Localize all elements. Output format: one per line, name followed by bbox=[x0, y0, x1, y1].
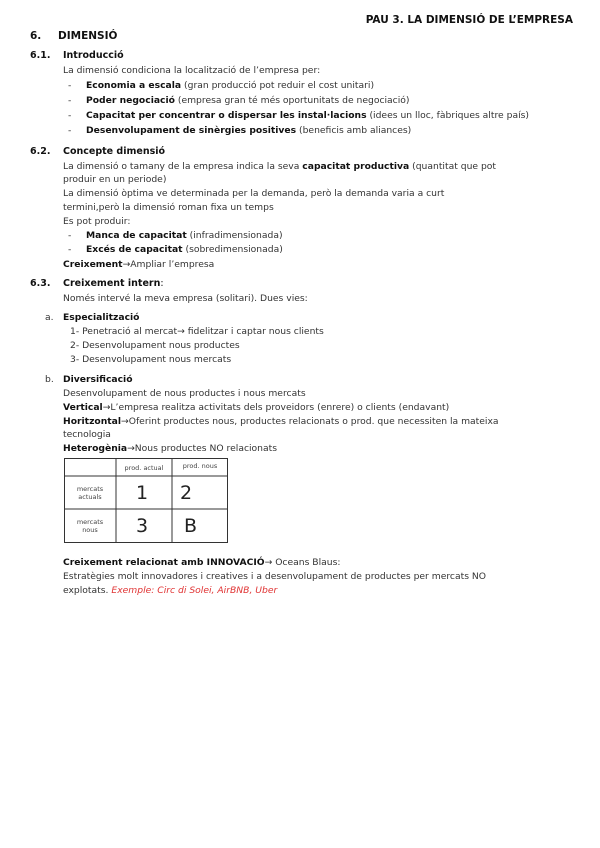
subsection-number: 6.1. bbox=[30, 50, 51, 61]
table-cell: 1 bbox=[136, 482, 149, 504]
page-header-title: PAU 3. LA DIMENSIÓ DE L’EMPRESA bbox=[365, 14, 573, 26]
paragraph: Horitzontal→Oferint productes nous, productes relacionats o prod. que necessiten la mateixa bbox=[63, 416, 499, 427]
paragraph: termini,però la dimensió roman fixa un temps bbox=[63, 202, 274, 213]
item-text: (beneficis amb aliances) bbox=[296, 125, 412, 136]
list-item: - Excés de capacitat (sobredimensionada) bbox=[68, 244, 283, 255]
item-bold: Capacitat per concentrar o dispersar les instal·lacions bbox=[86, 110, 367, 121]
item-text: (gran producció pot reduir el cost unitari) bbox=[181, 80, 375, 91]
list-marker: b. bbox=[45, 374, 54, 385]
list-item: - Capacitat per concentrar o dispersar les instal·lacions (idees un lloc, fàbriques altre país) bbox=[68, 110, 529, 121]
item-text: (empresa gran té més oportunitats de negociació) bbox=[174, 95, 410, 106]
list-item: 3- Desenvolupament nous mercats bbox=[70, 354, 232, 365]
paragraph: La dimensió o tamany de la empresa indica la seva capacitat productiva (quantitat que pot bbox=[63, 161, 497, 172]
item-bold: Desenvolupament de sinèrgies positives bbox=[86, 125, 297, 136]
emphasis: capacitat productiva bbox=[302, 161, 410, 172]
paragraph: Estratègies molt innovadores i creatives i a desenvolupament de productes per mercats NO bbox=[63, 571, 487, 582]
list-item: - Manca de capacitat (infradimensionada) bbox=[68, 230, 283, 241]
paragraph: Es pot produir: bbox=[63, 216, 131, 227]
section-number: 6. bbox=[30, 30, 42, 42]
subsection-number: 6.2. bbox=[30, 146, 51, 157]
paragraph: La dimensió òptima ve determinada per la demanda, però la demanda varia a curt bbox=[63, 188, 445, 199]
item-text: (idees un lloc, fàbriques altre país) bbox=[366, 110, 529, 121]
section-title: DIMENSIÓ bbox=[58, 30, 118, 42]
paragraph: Creixement relacionat amb INNOVACIÓ→ Oceans Blaus: bbox=[63, 557, 341, 568]
list-item: 1- Penetració al mercat→ fidelitzar i captar nous clients bbox=[70, 326, 324, 337]
column-header: prod. actual bbox=[124, 464, 164, 472]
paragraph: produir en un periode) bbox=[63, 174, 167, 185]
list-item: 2- Desenvolupament nous productes bbox=[70, 340, 240, 351]
paragraph: Desenvolupament de nous productes i nous mercats bbox=[63, 388, 306, 399]
column-header: prod. nous bbox=[182, 462, 218, 470]
paragraph: Heterogènia→Nous productes NO relacionats bbox=[63, 443, 278, 454]
list-item: - Desenvolupament de sinèrgies positives (beneficis amb aliances) bbox=[68, 125, 412, 136]
paragraph: Creixement→Ampliar l’empresa bbox=[63, 259, 215, 270]
paragraph: La dimensió condiciona la localització de l’empresa per: bbox=[63, 65, 321, 76]
item-bold: Economia a escala bbox=[86, 80, 182, 91]
subsection-title: Creixement intern: bbox=[63, 278, 164, 289]
subheading: Especialització bbox=[63, 312, 140, 323]
subheading: Diversificació bbox=[63, 374, 133, 385]
row-header: mercats actuals bbox=[76, 485, 104, 501]
table-cell: 2 bbox=[180, 482, 193, 504]
list-item: - Poder negociació (empresa gran té més oportunitats de negociació) bbox=[68, 95, 410, 106]
ansoff-matrix-table bbox=[64, 458, 228, 543]
row-header: mercats nous bbox=[76, 518, 104, 534]
paragraph: tecnologia bbox=[63, 429, 111, 440]
paragraph: Només intervé la meva empresa (solitari). Dues vies: bbox=[63, 293, 308, 304]
table-cell: B bbox=[184, 515, 198, 537]
example-text: Exemple: Circ di Solei, AirBNB, Uber bbox=[111, 585, 278, 596]
item-bold: Poder negociació bbox=[86, 95, 175, 106]
paragraph: explotats. Exemple: Circ di Solei, AirBNB, Uber bbox=[63, 585, 278, 596]
subsection-number: 6.3. bbox=[30, 278, 51, 289]
paragraph: Vertical→L’empresa realitza activitats dels proveidors (enrere) o clients (endavant) bbox=[63, 402, 450, 413]
subsection-title: Introducció bbox=[63, 50, 124, 61]
list-item: - Economia a escala (gran producció pot reduir el cost unitari) bbox=[68, 80, 375, 91]
table-cell: 3 bbox=[136, 515, 149, 537]
subsection-title: Concepte dimensió bbox=[63, 146, 166, 157]
list-marker: a. bbox=[45, 312, 54, 323]
